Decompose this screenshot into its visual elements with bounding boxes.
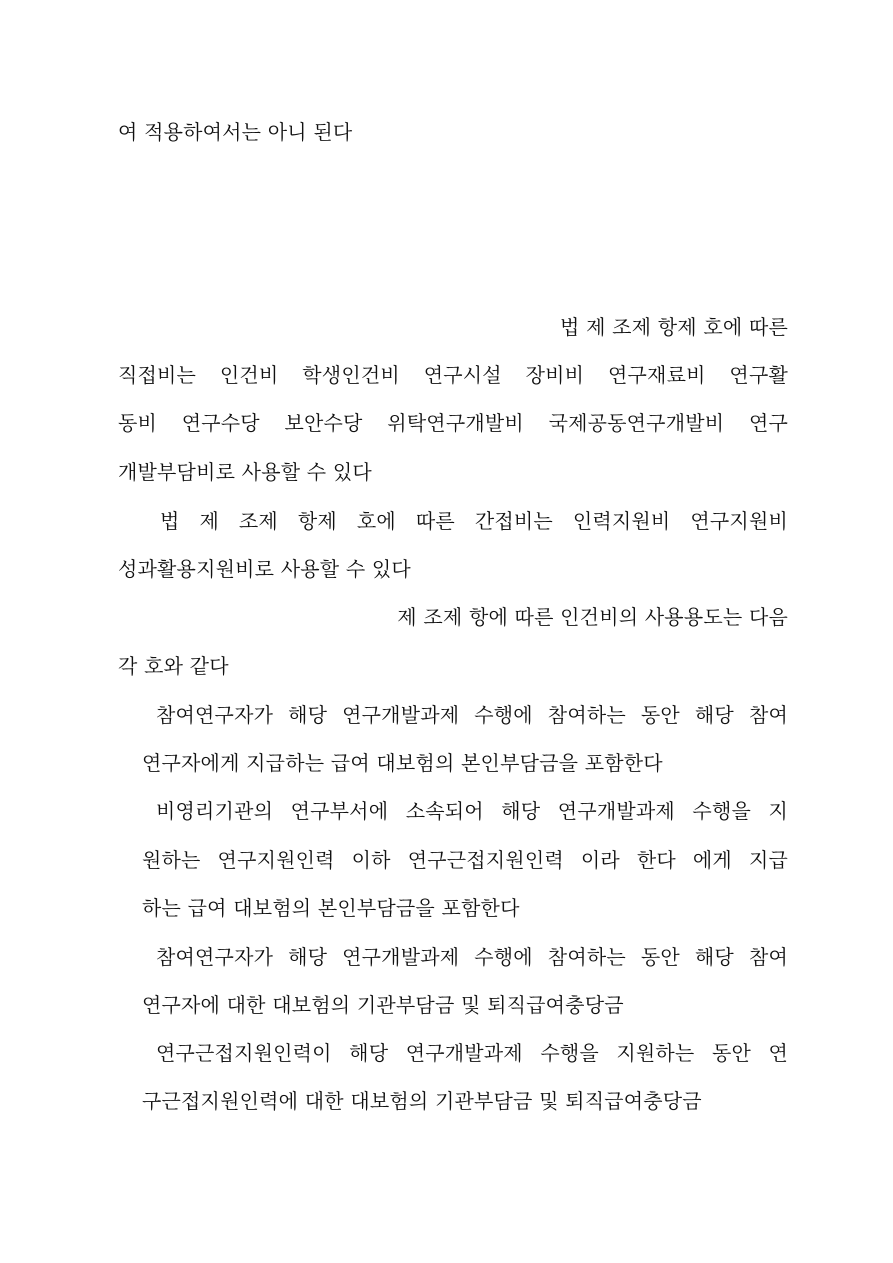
text-line-2: 법 제 조제 항제 호에 따른 (560, 315, 788, 339)
text-line-15: 참여연구자가 해당 연구개발과제 수행에 참여하는 동안 해당 참여 (156, 945, 788, 969)
text-line-7: 성과활용지원비로 사용할 수 있다 (118, 557, 411, 581)
text-line-17: 연구근접지원인력이 해당 연구개발과제 수행을 지원하는 동안 연 (156, 1041, 788, 1065)
text-line-5: 개발부담비로 사용할 수 있다 (118, 460, 372, 484)
text-line-1: 여 적용하여서는 아니 된다 (118, 120, 353, 144)
text-line-14: 하는 급여 대보험의 본인부담금을 포함한다 (142, 896, 520, 920)
text-line-13: 원하는 연구지원인력 이하 연구근접지원인력 이라 한다 에게 지급 (142, 848, 788, 872)
text-line-10: 참여연구자가 해당 연구개발과제 수행에 참여하는 동안 해당 참여 (156, 703, 788, 727)
text-line-4: 동비 연구수당 보안수당 위탁연구개발비 국제공동연구개발비 연구 (118, 411, 788, 435)
text-line-9: 각 호와 같다 (118, 654, 229, 678)
text-line-3: 직접비는 인건비 학생인건비 연구시설 장비비 연구재료비 연구활 (118, 363, 788, 387)
text-line-6: 법 제 조제 항제 호에 따른 간접비는 인력지원비 연구지원비 (160, 509, 788, 533)
text-line-12: 비영리기관의 연구부서에 소속되어 해당 연구개발과제 수행을 지 (156, 799, 788, 823)
text-line-11: 연구자에게 지급하는 급여 대보험의 본인부담금을 포함한다 (142, 751, 663, 775)
text-line-8: 제 조제 항에 따른 인건비의 사용용도는 다음 (397, 605, 788, 629)
text-line-18: 구근접지원인력에 대한 대보험의 기관부담금 및 퇴직급여충당금 (142, 1089, 702, 1113)
text-line-16: 연구자에 대한 대보험의 기관부담금 및 퇴직급여충당금 (142, 993, 624, 1017)
